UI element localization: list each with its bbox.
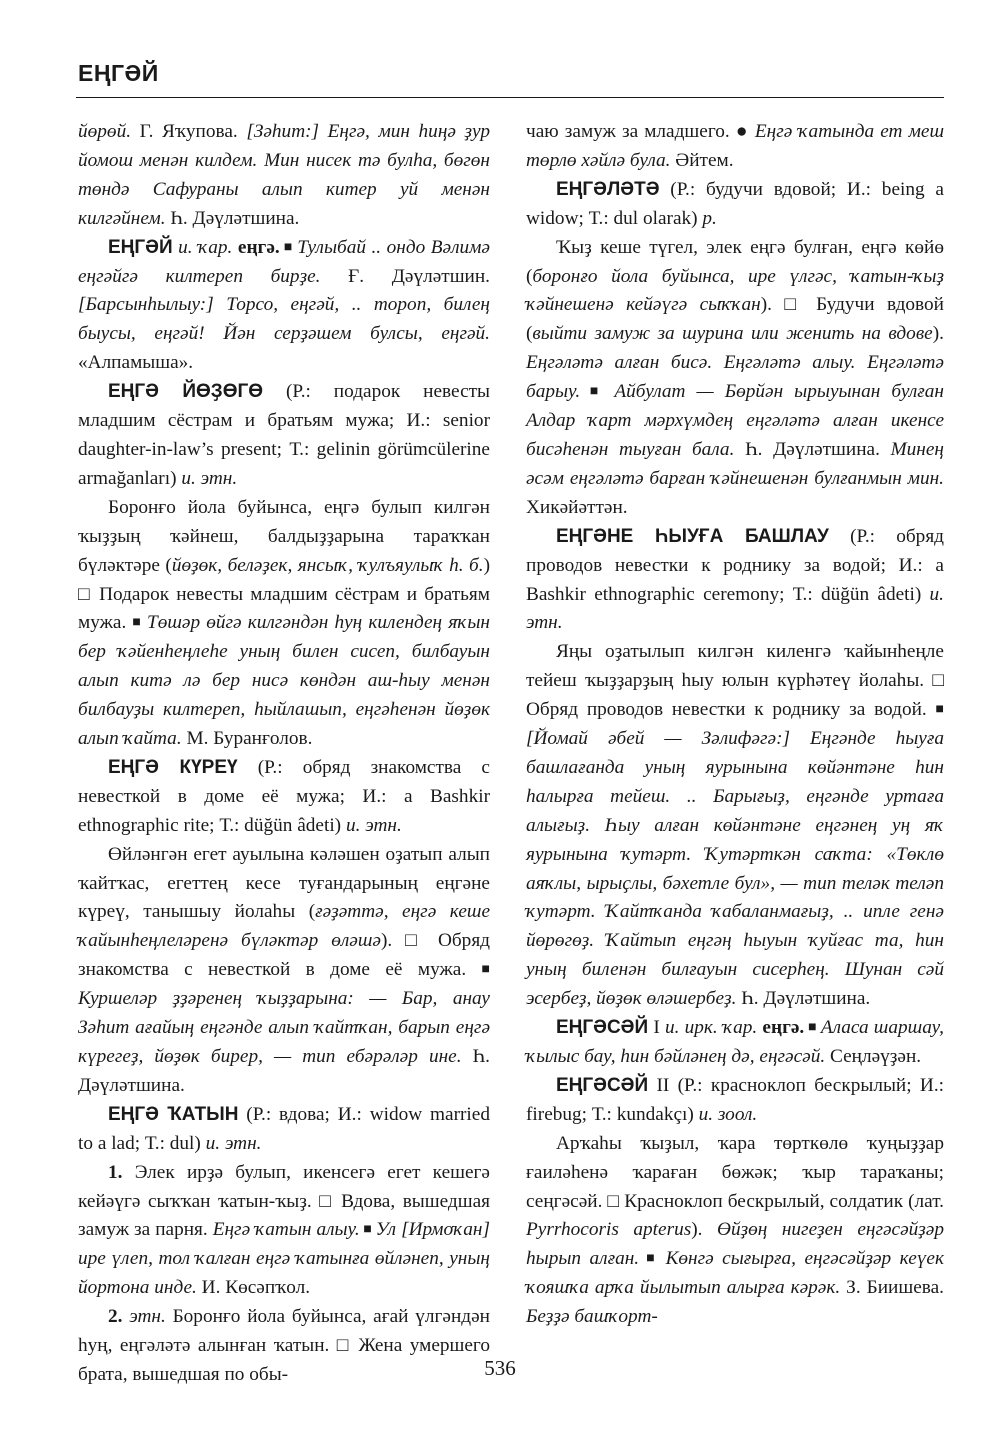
text-run: и. зоол. [698, 1103, 758, 1125]
text-run: и. этн. [205, 1132, 262, 1154]
entry-engelete [526, 176, 944, 234]
text-run: Һ. Дәүләтшина. [78, 1046, 490, 1096]
text-run: Минең әсәм еңгәләтә барған ҡәйнешенән булғанмын мин. [526, 438, 944, 489]
headword: ЕҢГӘСӘЙ [556, 1017, 649, 1039]
text-run: З. Биишева. [840, 1277, 944, 1299]
entry-engene-hyuga-bashlau-body [526, 638, 944, 1014]
running-head: ЕҢГӘЙ [78, 60, 159, 86]
text-run: Ғ. Дәүләтшин. [320, 265, 490, 287]
text-run: Сеңләүҙән. [825, 1046, 922, 1067]
text-run: ). □ Обряд знакомства с невесткой в доме её мужа. [78, 930, 490, 981]
text-run: Тулыбай .. ондо Вәлимә еңгәйгә килтереп бирҙе. [78, 236, 490, 287]
example-marker: ■ [279, 239, 298, 255]
text-run: чаю замуж за младшего. ● [526, 121, 755, 142]
text-run: «Алпамыша». [78, 352, 194, 374]
text-run: [Зәһит:] Еңгә, мин һиңә ҙур йомош менән килдем. Мин нисек тә булһа, бөгөн төндә Сафураны алып китер уй менән килгәйнем. [78, 121, 490, 229]
left-column [78, 118, 490, 1390]
headword: ЕҢГӘ КҮРЕҮ [108, 756, 238, 778]
text-run: йөрөй. [78, 121, 132, 142]
text-run: Аласа шаршау, ҡылыс бау, һин бәйләнең дә, еңгәсәй. [526, 1017, 945, 1067]
text-run: Көнгә сығырға, еңгәсәйҙәр кеүек ҡояшҡа арҡа йылытып алырға кәрәк. [526, 1248, 944, 1299]
text-run: ). [691, 1219, 718, 1241]
headword: ЕҢГӘЙ [108, 236, 173, 258]
text-run: Өйҙөң нигеҙен еңгәсәйҙәр һырып алған. [526, 1219, 944, 1270]
headword: ЕҢГӘЛӘТӘ [556, 178, 660, 200]
text-run: Ҡыҙ кеше түгел, элек еңгә булған, еңгә көйө ( [526, 236, 944, 287]
text-run: Г. Яҡупова. [131, 121, 247, 142]
text-run: ) □ Подарок невесты младшим сёстрам и братьям мужа. [78, 554, 491, 634]
text-run: Өйләнгән егет ауылына кәләшен оҙатып алып ҡайтҡас, егеттең кесе туғандарының еңгәне күреү, танышыу йолаһы ( [78, 843, 490, 923]
text-run: ). □ Будучи вдовой ( [526, 294, 944, 345]
entry-enge-kureu [78, 754, 490, 841]
entry-enge-katyn-sense-1 [78, 1159, 490, 1304]
text-run: Pyrrhocoris apterus [526, 1219, 692, 1241]
text-run: (Р.: красноклоп бескрылый; И.: firebug; Т.: kundakçı) [526, 1074, 944, 1125]
page-number: 536 [484, 1356, 516, 1380]
text-run: еңгә. [237, 236, 280, 258]
entry-continuation [78, 118, 490, 234]
text-run: Куршеләр ҙҙәренең ҡыҙҙарына: — Бар, анау Зәһит ағайың еңгәнде алып ҡайтҡан, барып еңгә күрегеҙ, йөҙөк бирер, — тип ебәрәләр ине. [78, 988, 490, 1067]
example-marker: ■ [580, 384, 615, 400]
text-run: Хикәйәттән. [526, 496, 628, 518]
text-run: Еңгәләтә алған бисә. Еңгәләтә алыу. Еңгәләтә барыу. [526, 352, 944, 403]
entry-engey [78, 234, 490, 379]
text-run: 2. [108, 1306, 123, 1328]
text-run: (Р.: будучи вдовой; И.: being a widow; Т.: dul olarak) [526, 178, 944, 229]
text-run: и. этн. [526, 583, 944, 634]
text-run: выйти замуж за шурина или женить на вдове [532, 323, 933, 345]
text-run: и. ирк. ҡар. [664, 1017, 763, 1039]
entry-engesey-2-body [526, 1130, 944, 1332]
entry-enge-katyn [78, 1101, 490, 1159]
text-run: Беҙҙә башҡорт- [526, 1306, 658, 1328]
text-run: Төшәр өйгә килгәндән һуң килендең яҡын бер ҡәйенһеңлеһе уның билен сисеп, билбауын алып китә лә бер нисә көндән аш-һыу менән билбауҙы килтереп, һыйлашып, еңгәһенән йөҙөк алып ҡайта. [78, 612, 490, 750]
entry-enge-yozogo [78, 378, 490, 494]
text-run: Еңгә ҡатында ет меш төрлө хәйлә була. [526, 121, 944, 171]
text-run: ғәҙәттә, еңгә кеше ҡайынһеңлеләренә бүләктәр өләшә [78, 901, 490, 952]
text-run: Айбулат — Бөрйән ырыуынан булған Алдар ҡарт мәрхүмдең еңгәләтә алған икенсе бисәһенән тыуған бала. [526, 381, 944, 460]
text-run: (Р.: вдова; И.: widow married to a lad; Т.: dul) [78, 1103, 490, 1154]
example-marker: ■ [359, 1222, 376, 1238]
entry-engesey-1 [526, 1014, 944, 1072]
text-run: Ул [Ирмоҡан] ире үлеп, тол ҡалған еңгә ҡатынға өйләнеп, уның йортона инде. [78, 1219, 490, 1299]
headword: ЕҢГӘ ЙӨҘӨГӨ [108, 381, 264, 403]
entry-engelete-body [526, 234, 944, 523]
text-run: Боронғо йола буйынса, ағай үлгәндән һуң, еңгәләтә алынған ҡатын. □ Жена умершего брата, вышедшая по обы- [78, 1306, 490, 1385]
text-run: 1. [108, 1161, 123, 1183]
example-marker: ■ [481, 962, 490, 978]
text-run: Яңы оҙатылып килгән киленгә ҡайынһеңле тейеш ҡыҙҙарҙың һыу юлын күрһәтеү йолаһы. □ Обряд проводов невестки к роднику за водой. [526, 641, 944, 721]
text-run: йөҙөк, беләҙек, янсыҡ, ҡулъяулыҡ һ. б. [171, 554, 484, 576]
text-run: р. [702, 207, 717, 229]
text-run: и. этн. [181, 467, 238, 489]
text-run: (Р.: обряд знакомства с невесткой в доме её мужа; И.: a Bashkir ethnographic rite; Т.: düğün âdeti) [78, 756, 490, 836]
text-run: еңгә. [762, 1017, 805, 1039]
entry-continuation-right [526, 118, 944, 176]
headword: ЕҢГӘНЕ ҺЫУҒА БАШЛАУ [556, 525, 829, 547]
entry-enge-yozogo-body [78, 494, 490, 754]
text-run: боронғо йола буйынса, ире үлгәс, ҡатын-ҡыҙ ҡәйнешенә кейәүгә сыҡҡан [526, 265, 944, 316]
example-marker: ■ [935, 702, 944, 718]
example-marker: ■ [639, 1251, 666, 1267]
entry-engene-hyuga-bashlau [526, 523, 944, 639]
text-run: Һ. Дәүләтшина. [736, 988, 871, 1010]
text-run: Һ. Дәүләтшина. [165, 207, 300, 229]
text-run: Арҡаһы ҡыҙыл, ҡара төрткөлө ҡуңыҙҙар ғаиләһенә ҡараған бөжәк; ҡыр тараҡаны; сеңгәсәй. □ Красноклоп бескрылый, солдатик (лат. [526, 1132, 944, 1212]
text-run: [Барсынһылыу:] Торсо, еңгәй, .. тороп, билең быусы, еңгәй! Йән серҙәшем булсы, еңгәй. [78, 294, 490, 345]
text-run: ). [932, 323, 944, 345]
text-run: и. этн. [345, 814, 402, 836]
entry-engesey-2 [526, 1072, 944, 1130]
text-run: (Р.: подарок невесты младшим сёстрам и братьям мужа; И.: senior daughter-in-law’s present; Т.: gelinin görümcülerine armağanları) [78, 381, 491, 489]
text-run: Һ. Дәүләтшина. [734, 438, 891, 460]
header-rule [76, 97, 944, 98]
headword: ЕҢГӘСӘЙ [556, 1074, 649, 1096]
example-marker: ■ [804, 1020, 821, 1036]
text-run: М. Буранғолов. [181, 728, 313, 750]
headword: ЕҢГӘ ҠАТЫН [108, 1103, 239, 1125]
text-run: и. ҡар. [172, 236, 238, 258]
text-run: Боронғо йола буйынса, еңгә булып килгән ҡыҙҙың ҡәйнеш, балдыҙҙарына тараҡҡан бүләктәре ( [78, 496, 490, 576]
text-run: этн. [122, 1306, 166, 1328]
text-run: [Йомай әбей — Зәлифәгә:] Еңгәнде һыуға башлағанда уның яурынына көйәнтәне һин һалырға тейеш. .. Барығыҙ, еңгәнде уртаға алығыҙ. Һыу алған көйәнтәне еңгәнең уң яҡ яурынына ҡутәрт. Ҡутәрткән саҡта: «Төклө аяҡлы, ырыҫлы, бәхетле бул», — тип теләк теләп ҡутәрт. Ҡайтҡанда ҡабаланмағыҙ, .. ипле генә йөрөгөҙ. Ҡайтып еңгәң һыуын ҡуйғас та, һин уның биленән билғауын сисерһең. Шунан сәй эсербеҙ, йөҙөк өләшербеҙ. [526, 728, 944, 1010]
text-run: (Р.: обряд проводов невестки к роднику за водой; И.: a Bashkir ethnographic ceremony; Т.: düğün âdeti) [526, 525, 944, 605]
entry-enge-kureu-body [78, 841, 490, 1101]
text-run: Еңгә ҡатын алыу. [212, 1219, 360, 1241]
example-marker: ■ [132, 615, 147, 631]
right-column [526, 118, 944, 1332]
text-run: Элек ирҙә булып, икенсегә егет кешегә кейәүгә сыҡҡан ҡатын-ҡыҙ. □ Вдова, вышедшая замуж за парня. [78, 1161, 490, 1241]
text-run: Әйтем. [670, 149, 734, 171]
text-run: И. Көсәпҡол. [196, 1277, 311, 1299]
text-run: I [648, 1017, 665, 1039]
text-run: II [648, 1074, 670, 1096]
